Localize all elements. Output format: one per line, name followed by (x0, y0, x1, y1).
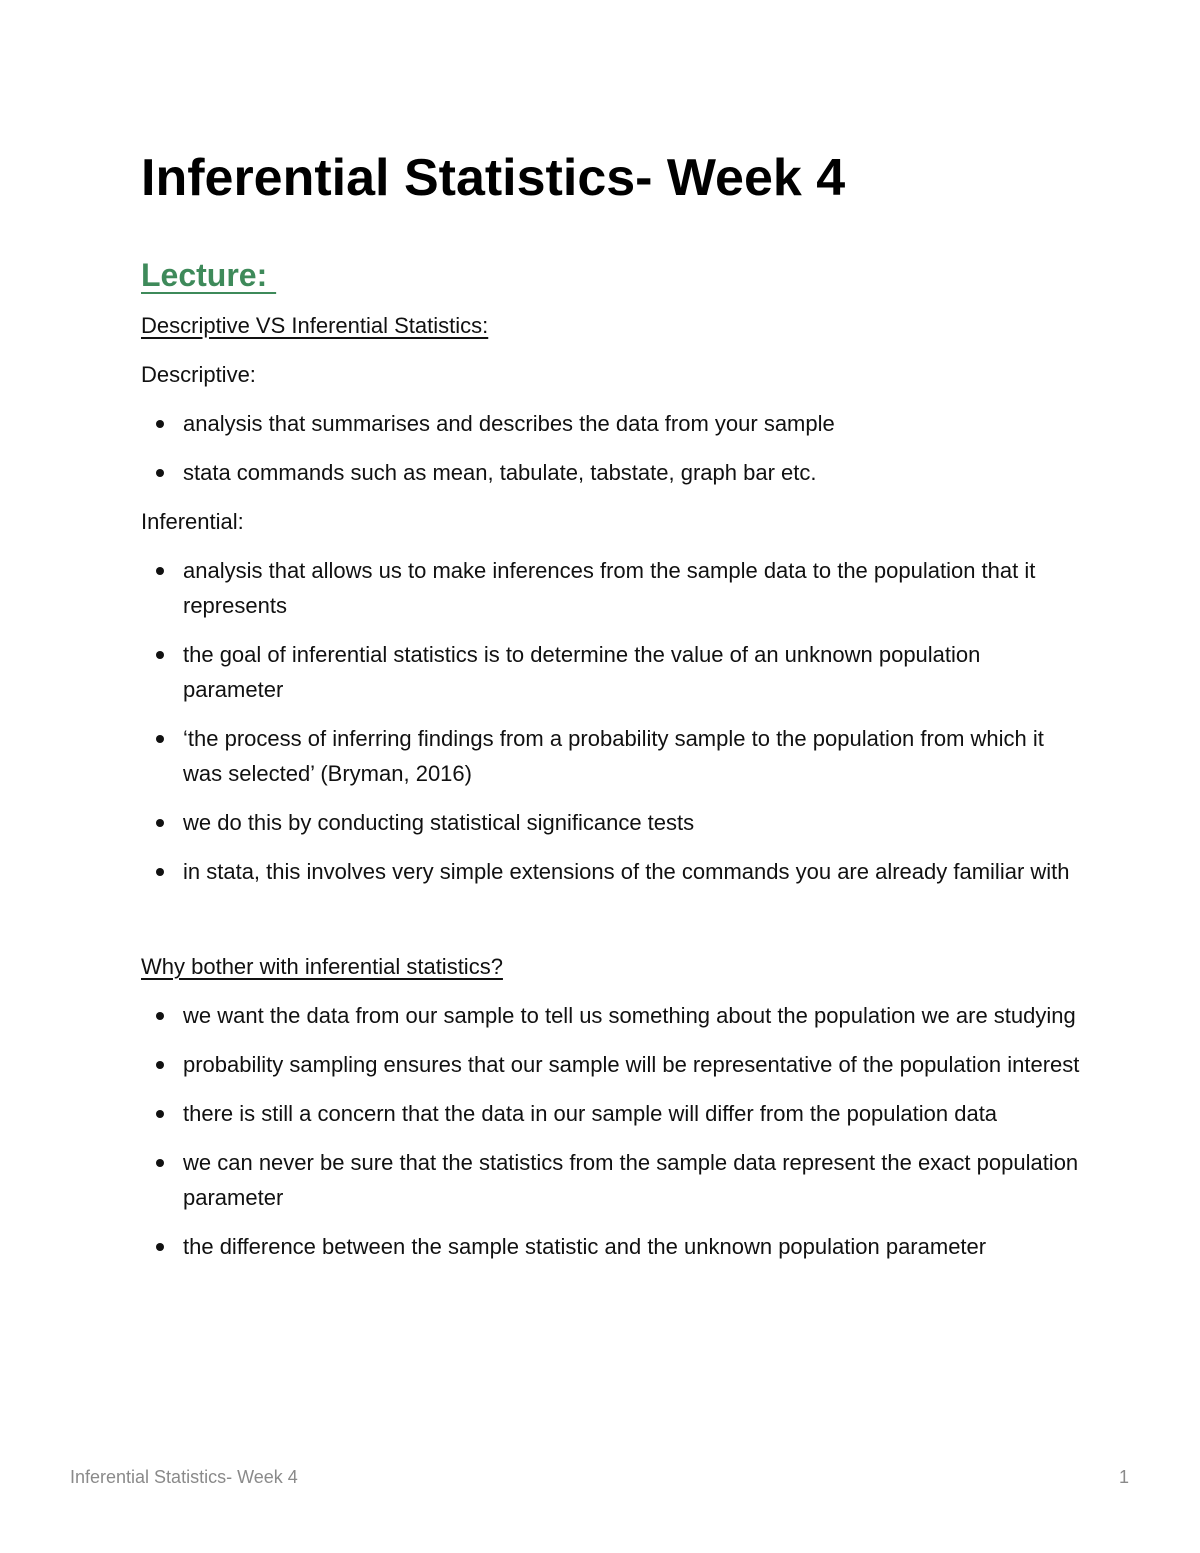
list-item-text: we want the data from our sample to tell us something about the population we are studying (183, 1003, 1076, 1028)
lecture-heading (141, 255, 276, 295)
descriptive-list (141, 406, 1081, 490)
list-item-text: analysis that summarises and describes the data from your sample (183, 411, 835, 436)
footer-title: Inferential Statistics- Week 4 (70, 1467, 298, 1487)
list-item (141, 805, 1081, 840)
list-item-text: the difference between the sample statistic and the unknown population parameter (183, 1234, 987, 1259)
list-item (141, 406, 1081, 441)
section-heading-why-bother: Why bother with inferential statistics? (141, 954, 503, 979)
list-item-text: ‘the process of inferring findings from a probability sample to the population from which it was selected’ (Bryman, 2016) (183, 726, 1044, 786)
list-item-text: probability sampling ensures that our sample will be representative of the population interest (183, 1052, 1080, 1077)
list-item-text: in stata, this involves very simple extensions of the commands you are already familiar with (183, 859, 1070, 884)
list-item (141, 1145, 1081, 1215)
inferential-list (141, 553, 1081, 889)
descriptive-label: Descriptive: (141, 362, 256, 387)
bullet-icon (156, 651, 164, 659)
list-item (141, 1047, 1081, 1082)
list-item (141, 553, 1081, 623)
bullet-icon (156, 819, 164, 827)
page-title: Inferential Statistics- Week 4 (141, 149, 846, 207)
list-item (141, 1096, 1081, 1131)
list-item (141, 721, 1081, 791)
section-spacer (141, 903, 1081, 949)
bullet-icon (156, 1012, 164, 1020)
bullet-icon (156, 1110, 164, 1118)
list-item (141, 1229, 1081, 1264)
bullet-icon (156, 1159, 164, 1167)
list-item-text: we can never be sure that the statistics from the sample data represent the exact population parameter (183, 1150, 1079, 1210)
list-item-text: there is still a concern that the data in our sample will differ from the population data (183, 1101, 998, 1126)
list-item-text: we do this by conducting statistical significance tests (183, 810, 695, 835)
list-item (141, 998, 1081, 1033)
why-bother-list (141, 998, 1081, 1264)
bullet-icon (156, 567, 164, 575)
bullet-icon (156, 1243, 164, 1251)
lecture-heading-text: Lecture: (141, 257, 277, 293)
list-item (141, 854, 1081, 889)
bullet-icon (156, 1061, 164, 1069)
list-item (141, 637, 1081, 707)
list-item-text: the goal of inferential statistics is to determine the value of an unknown population parameter (183, 642, 981, 702)
bullet-icon (156, 735, 164, 743)
section-heading-descriptive-vs-inferential: Descriptive VS Inferential Statistics: (141, 313, 489, 338)
list-item-text: analysis that allows us to make inferences from the sample data to the population that it represents (183, 558, 1036, 618)
bullet-icon (156, 868, 164, 876)
list-item (141, 455, 1081, 490)
document-body (141, 308, 1081, 1278)
bullet-icon (156, 469, 164, 477)
bullet-icon (156, 420, 164, 428)
footer-page-number: 1 (1118, 1467, 1129, 1487)
inferential-label: Inferential: (141, 509, 244, 534)
list-item-text: stata commands such as mean, tabulate, tabstate, graph bar etc. (183, 460, 817, 485)
